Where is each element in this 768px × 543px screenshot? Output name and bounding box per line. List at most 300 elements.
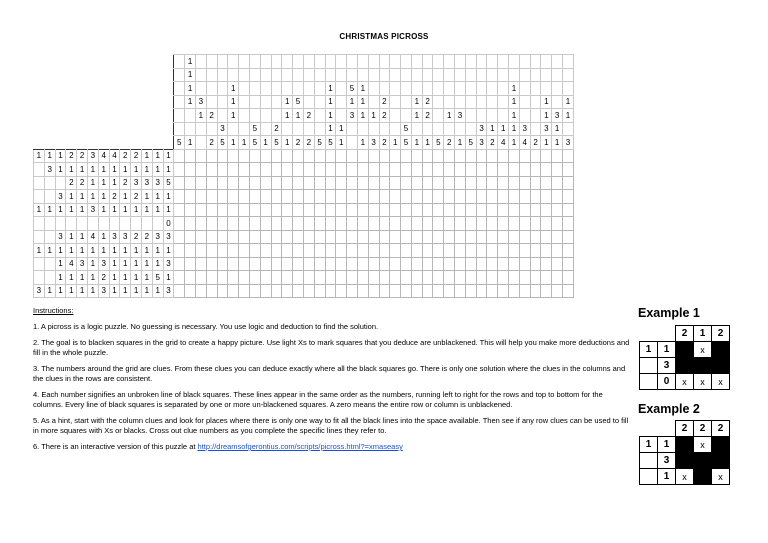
grid-cell[interactable]	[336, 284, 347, 298]
grid-cell[interactable]	[433, 244, 444, 258]
grid-cell[interactable]	[357, 163, 368, 177]
grid-cell[interactable]	[249, 257, 260, 271]
grid-cell[interactable]	[422, 271, 433, 285]
grid-cell[interactable]	[206, 217, 217, 231]
grid-cell[interactable]	[379, 203, 390, 217]
grid-cell[interactable]	[174, 217, 185, 231]
grid-cell[interactable]	[487, 284, 498, 298]
grid-cell[interactable]	[174, 230, 185, 244]
grid-cell[interactable]	[347, 271, 358, 285]
grid-cell[interactable]	[325, 163, 336, 177]
grid-cell[interactable]	[206, 203, 217, 217]
grid-cell[interactable]	[336, 271, 347, 285]
grid-cell[interactable]	[357, 176, 368, 190]
grid-cell[interactable]	[260, 271, 271, 285]
grid-cell[interactable]	[509, 271, 520, 285]
grid-cell[interactable]	[293, 271, 304, 285]
grid-cell[interactable]	[239, 271, 250, 285]
grid-cell[interactable]	[185, 217, 196, 231]
grid-cell[interactable]	[401, 230, 412, 244]
grid-cell[interactable]	[563, 284, 574, 298]
grid-cell[interactable]	[509, 284, 520, 298]
grid-cell[interactable]	[541, 217, 552, 231]
grid-cell[interactable]	[390, 217, 401, 231]
grid-cell[interactable]	[401, 271, 412, 285]
grid-cell[interactable]	[519, 176, 530, 190]
grid-cell[interactable]	[498, 190, 509, 204]
grid-cell[interactable]	[498, 230, 509, 244]
grid-cell[interactable]	[563, 217, 574, 231]
grid-cell[interactable]	[249, 149, 260, 163]
grid-cell[interactable]	[249, 176, 260, 190]
grid-cell[interactable]	[206, 244, 217, 258]
grid-cell[interactable]	[195, 163, 206, 177]
grid-cell[interactable]	[368, 190, 379, 204]
grid-cell[interactable]	[325, 190, 336, 204]
grid-cell[interactable]	[401, 176, 412, 190]
grid-cell[interactable]	[336, 217, 347, 231]
grid-cell[interactable]	[390, 176, 401, 190]
grid-cell[interactable]	[465, 230, 476, 244]
grid-cell[interactable]	[325, 176, 336, 190]
grid-cell[interactable]	[271, 230, 282, 244]
grid-cell[interactable]	[271, 244, 282, 258]
grid-cell[interactable]	[411, 244, 422, 258]
grid-cell[interactable]	[357, 271, 368, 285]
grid-cell[interactable]	[487, 203, 498, 217]
grid-cell[interactable]	[379, 176, 390, 190]
grid-cell[interactable]	[444, 230, 455, 244]
grid-cell[interactable]	[411, 257, 422, 271]
grid-cell[interactable]	[271, 163, 282, 177]
grid-cell[interactable]	[303, 149, 314, 163]
grid-cell[interactable]	[422, 176, 433, 190]
grid-cell[interactable]	[303, 176, 314, 190]
grid-cell[interactable]	[541, 257, 552, 271]
interactive-puzzle-link[interactable]: http://dreamsofgerontius.com/scripts/picross.html?=xmaseasy	[197, 442, 403, 451]
grid-cell[interactable]	[390, 149, 401, 163]
grid-cell[interactable]	[541, 149, 552, 163]
grid-cell[interactable]	[271, 176, 282, 190]
grid-cell[interactable]	[379, 284, 390, 298]
grid-cell[interactable]	[422, 149, 433, 163]
grid-cell[interactable]	[433, 176, 444, 190]
grid-cell[interactable]	[390, 271, 401, 285]
grid-cell[interactable]	[314, 190, 325, 204]
grid-cell[interactable]	[282, 244, 293, 258]
grid-cell[interactable]	[368, 257, 379, 271]
grid-cell[interactable]	[368, 230, 379, 244]
grid-cell[interactable]	[293, 149, 304, 163]
grid-cell[interactable]	[282, 203, 293, 217]
grid-cell[interactable]	[325, 271, 336, 285]
grid-cell[interactable]	[347, 230, 358, 244]
grid-cell[interactable]	[541, 271, 552, 285]
grid-cell[interactable]	[347, 203, 358, 217]
grid-cell[interactable]	[444, 271, 455, 285]
grid-cell[interactable]	[509, 149, 520, 163]
grid-cell[interactable]	[465, 203, 476, 217]
grid-cell[interactable]	[476, 271, 487, 285]
grid-cell[interactable]	[465, 244, 476, 258]
grid-cell[interactable]	[519, 217, 530, 231]
grid-cell[interactable]	[401, 244, 412, 258]
grid-cell[interactable]	[498, 217, 509, 231]
grid-cell[interactable]	[249, 203, 260, 217]
grid-cell[interactable]	[217, 203, 228, 217]
grid-cell[interactable]	[239, 217, 250, 231]
grid-cell[interactable]	[314, 203, 325, 217]
grid-cell[interactable]	[314, 230, 325, 244]
grid-cell[interactable]	[357, 257, 368, 271]
grid-cell[interactable]	[519, 190, 530, 204]
grid-cell[interactable]	[530, 230, 541, 244]
grid-cell[interactable]	[249, 217, 260, 231]
grid-cell[interactable]	[476, 217, 487, 231]
grid-cell[interactable]	[271, 271, 282, 285]
grid-cell[interactable]	[314, 176, 325, 190]
grid-cell[interactable]	[487, 190, 498, 204]
grid-cell[interactable]	[455, 244, 466, 258]
grid-cell[interactable]	[249, 271, 260, 285]
grid-cell[interactable]	[411, 203, 422, 217]
grid-cell[interactable]	[249, 230, 260, 244]
grid-cell[interactable]	[368, 163, 379, 177]
grid-cell[interactable]	[271, 203, 282, 217]
grid-cell[interactable]	[271, 149, 282, 163]
grid-cell[interactable]	[444, 257, 455, 271]
grid-cell[interactable]	[195, 284, 206, 298]
grid-cell[interactable]	[174, 284, 185, 298]
grid-cell[interactable]	[185, 230, 196, 244]
grid-cell[interactable]	[530, 257, 541, 271]
grid-cell[interactable]	[195, 257, 206, 271]
grid-cell[interactable]	[563, 244, 574, 258]
grid-cell[interactable]	[293, 176, 304, 190]
grid-cell[interactable]	[185, 163, 196, 177]
grid-cell[interactable]	[519, 284, 530, 298]
grid-cell[interactable]	[195, 244, 206, 258]
grid-cell[interactable]	[519, 271, 530, 285]
grid-cell[interactable]	[217, 230, 228, 244]
grid-cell[interactable]	[509, 163, 520, 177]
grid-cell[interactable]	[509, 244, 520, 258]
grid-cell[interactable]	[433, 284, 444, 298]
grid-cell[interactable]	[195, 217, 206, 231]
grid-cell[interactable]	[217, 271, 228, 285]
grid-cell[interactable]	[379, 163, 390, 177]
grid-cell[interactable]	[347, 257, 358, 271]
grid-cell[interactable]	[347, 284, 358, 298]
grid-cell[interactable]	[293, 217, 304, 231]
grid-cell[interactable]	[541, 163, 552, 177]
grid-cell[interactable]	[444, 284, 455, 298]
grid-cell[interactable]	[314, 244, 325, 258]
grid-cell[interactable]	[509, 230, 520, 244]
grid-cell[interactable]	[411, 190, 422, 204]
grid-cell[interactable]	[260, 163, 271, 177]
grid-cell[interactable]	[552, 163, 563, 177]
grid-cell[interactable]	[303, 217, 314, 231]
grid-cell[interactable]	[444, 176, 455, 190]
grid-cell[interactable]	[314, 163, 325, 177]
grid-cell[interactable]	[206, 284, 217, 298]
grid-cell[interactable]	[293, 257, 304, 271]
grid-cell[interactable]	[260, 230, 271, 244]
grid-cell[interactable]	[465, 217, 476, 231]
grid-cell[interactable]	[228, 190, 239, 204]
grid-cell[interactable]	[422, 230, 433, 244]
grid-cell[interactable]	[552, 176, 563, 190]
grid-cell[interactable]	[476, 163, 487, 177]
grid-cell[interactable]	[530, 190, 541, 204]
grid-cell[interactable]	[379, 230, 390, 244]
grid-cell[interactable]	[228, 284, 239, 298]
grid-cell[interactable]	[411, 163, 422, 177]
grid-cell[interactable]	[174, 244, 185, 258]
grid-cell[interactable]	[411, 271, 422, 285]
grid-cell[interactable]	[260, 203, 271, 217]
grid-cell[interactable]	[476, 190, 487, 204]
grid-cell[interactable]	[530, 244, 541, 258]
grid-cell[interactable]	[228, 244, 239, 258]
grid-cell[interactable]	[239, 230, 250, 244]
grid-cell[interactable]	[174, 176, 185, 190]
grid-cell[interactable]	[455, 271, 466, 285]
grid-cell[interactable]	[455, 149, 466, 163]
grid-cell[interactable]	[444, 163, 455, 177]
grid-cell[interactable]	[455, 230, 466, 244]
grid-cell[interactable]	[552, 284, 563, 298]
grid-cell[interactable]	[174, 163, 185, 177]
grid-cell[interactable]	[476, 176, 487, 190]
grid-cell[interactable]	[487, 217, 498, 231]
grid-cell[interactable]	[433, 203, 444, 217]
grid-cell[interactable]	[271, 284, 282, 298]
grid-cell[interactable]	[325, 149, 336, 163]
grid-cell[interactable]	[455, 163, 466, 177]
grid-cell[interactable]	[336, 163, 347, 177]
grid-cell[interactable]	[239, 244, 250, 258]
grid-cell[interactable]	[303, 284, 314, 298]
grid-cell[interactable]	[487, 176, 498, 190]
grid-cell[interactable]	[519, 257, 530, 271]
grid-cell[interactable]	[476, 230, 487, 244]
grid-cell[interactable]	[347, 190, 358, 204]
grid-cell[interactable]	[293, 190, 304, 204]
grid-cell[interactable]	[379, 149, 390, 163]
grid-cell[interactable]	[552, 203, 563, 217]
grid-cell[interactable]	[465, 163, 476, 177]
grid-cell[interactable]	[422, 217, 433, 231]
grid-cell[interactable]	[217, 284, 228, 298]
grid-cell[interactable]	[228, 163, 239, 177]
grid-cell[interactable]	[519, 244, 530, 258]
grid-cell[interactable]	[303, 203, 314, 217]
grid-cell[interactable]	[476, 284, 487, 298]
grid-cell[interactable]	[293, 203, 304, 217]
grid-cell[interactable]	[541, 190, 552, 204]
grid-cell[interactable]	[455, 190, 466, 204]
grid-cell[interactable]	[271, 257, 282, 271]
grid-cell[interactable]	[357, 284, 368, 298]
grid-cell[interactable]	[217, 163, 228, 177]
grid-cell[interactable]	[174, 149, 185, 163]
grid-cell[interactable]	[282, 149, 293, 163]
grid-cell[interactable]	[541, 203, 552, 217]
grid-cell[interactable]	[498, 163, 509, 177]
grid-cell[interactable]	[563, 176, 574, 190]
grid-cell[interactable]	[336, 203, 347, 217]
grid-cell[interactable]	[563, 163, 574, 177]
grid-cell[interactable]	[563, 271, 574, 285]
grid-cell[interactable]	[195, 271, 206, 285]
grid-cell[interactable]	[411, 284, 422, 298]
grid-cell[interactable]	[357, 203, 368, 217]
grid-cell[interactable]	[185, 271, 196, 285]
grid-cell[interactable]	[552, 149, 563, 163]
grid-cell[interactable]	[217, 257, 228, 271]
grid-cell[interactable]	[379, 190, 390, 204]
grid-cell[interactable]	[303, 271, 314, 285]
grid-cell[interactable]	[282, 176, 293, 190]
grid-cell[interactable]	[379, 217, 390, 231]
grid-cell[interactable]	[185, 244, 196, 258]
grid-cell[interactable]	[206, 163, 217, 177]
grid-cell[interactable]	[336, 149, 347, 163]
grid-cell[interactable]	[347, 149, 358, 163]
grid-cell[interactable]	[563, 203, 574, 217]
grid-cell[interactable]	[357, 244, 368, 258]
grid-cell[interactable]	[303, 163, 314, 177]
grid-cell[interactable]	[336, 244, 347, 258]
grid-cell[interactable]	[422, 284, 433, 298]
grid-cell[interactable]	[239, 257, 250, 271]
grid-cell[interactable]	[444, 217, 455, 231]
grid-cell[interactable]	[541, 176, 552, 190]
grid-cell[interactable]	[282, 190, 293, 204]
grid-cell[interactable]	[455, 217, 466, 231]
grid-cell[interactable]	[174, 190, 185, 204]
grid-cell[interactable]	[401, 190, 412, 204]
grid-cell[interactable]	[347, 244, 358, 258]
grid-cell[interactable]	[498, 284, 509, 298]
grid-cell[interactable]	[401, 203, 412, 217]
grid-cell[interactable]	[411, 176, 422, 190]
grid-cell[interactable]	[444, 244, 455, 258]
grid-cell[interactable]	[303, 230, 314, 244]
grid-cell[interactable]	[530, 149, 541, 163]
grid-cell[interactable]	[476, 149, 487, 163]
grid-cell[interactable]	[530, 163, 541, 177]
grid-cell[interactable]	[401, 284, 412, 298]
grid-cell[interactable]	[433, 217, 444, 231]
grid-cell[interactable]	[185, 203, 196, 217]
grid-cell[interactable]	[249, 284, 260, 298]
grid-cell[interactable]	[401, 217, 412, 231]
grid-cell[interactable]	[541, 230, 552, 244]
grid-cell[interactable]	[552, 271, 563, 285]
grid-cell[interactable]	[195, 230, 206, 244]
grid-cell[interactable]	[401, 257, 412, 271]
grid-cell[interactable]	[487, 244, 498, 258]
grid-cell[interactable]	[239, 163, 250, 177]
grid-cell[interactable]	[260, 149, 271, 163]
grid-cell[interactable]	[444, 149, 455, 163]
grid-cell[interactable]	[228, 257, 239, 271]
grid-cell[interactable]	[282, 230, 293, 244]
grid-cell[interactable]	[509, 176, 520, 190]
grid-cell[interactable]	[336, 190, 347, 204]
grid-cell[interactable]	[293, 163, 304, 177]
grid-cell[interactable]	[271, 190, 282, 204]
grid-cell[interactable]	[422, 244, 433, 258]
grid-cell[interactable]	[465, 149, 476, 163]
grid-cell[interactable]	[206, 149, 217, 163]
grid-cell[interactable]	[465, 257, 476, 271]
grid-cell[interactable]	[411, 149, 422, 163]
grid-cell[interactable]	[239, 284, 250, 298]
grid-cell[interactable]	[563, 257, 574, 271]
grid-cell[interactable]	[217, 244, 228, 258]
grid-cell[interactable]	[260, 257, 271, 271]
grid-cell[interactable]	[303, 190, 314, 204]
grid-cell[interactable]	[455, 257, 466, 271]
grid-cell[interactable]	[455, 203, 466, 217]
grid-cell[interactable]	[552, 217, 563, 231]
grid-cell[interactable]	[293, 284, 304, 298]
grid-cell[interactable]	[498, 244, 509, 258]
grid-cell[interactable]	[519, 149, 530, 163]
grid-cell[interactable]	[347, 163, 358, 177]
grid-cell[interactable]	[455, 176, 466, 190]
grid-cell[interactable]	[260, 284, 271, 298]
grid-cell[interactable]	[185, 190, 196, 204]
grid-cell[interactable]	[195, 190, 206, 204]
grid-cell[interactable]	[325, 284, 336, 298]
grid-cell[interactable]	[314, 217, 325, 231]
grid-cell[interactable]	[314, 271, 325, 285]
grid-cell[interactable]	[552, 190, 563, 204]
grid-cell[interactable]	[260, 190, 271, 204]
grid-cell[interactable]	[174, 271, 185, 285]
grid-cell[interactable]	[487, 149, 498, 163]
grid-cell[interactable]	[206, 176, 217, 190]
grid-cell[interactable]	[433, 190, 444, 204]
grid-cell[interactable]	[379, 257, 390, 271]
grid-cell[interactable]	[249, 190, 260, 204]
grid-cell[interactable]	[530, 176, 541, 190]
grid-cell[interactable]	[498, 176, 509, 190]
grid-cell[interactable]	[174, 203, 185, 217]
grid-cell[interactable]	[444, 190, 455, 204]
grid-cell[interactable]	[336, 257, 347, 271]
grid-cell[interactable]	[228, 203, 239, 217]
grid-cell[interactable]	[379, 244, 390, 258]
grid-cell[interactable]	[228, 271, 239, 285]
grid-cell[interactable]	[541, 284, 552, 298]
grid-cell[interactable]	[509, 257, 520, 271]
grid-cell[interactable]	[217, 190, 228, 204]
grid-cell[interactable]	[260, 244, 271, 258]
grid-cell[interactable]	[487, 257, 498, 271]
grid-cell[interactable]	[390, 244, 401, 258]
grid-cell[interactable]	[206, 190, 217, 204]
grid-cell[interactable]	[509, 203, 520, 217]
grid-cell[interactable]	[563, 230, 574, 244]
grid-cell[interactable]	[239, 176, 250, 190]
grid-cell[interactable]	[433, 230, 444, 244]
